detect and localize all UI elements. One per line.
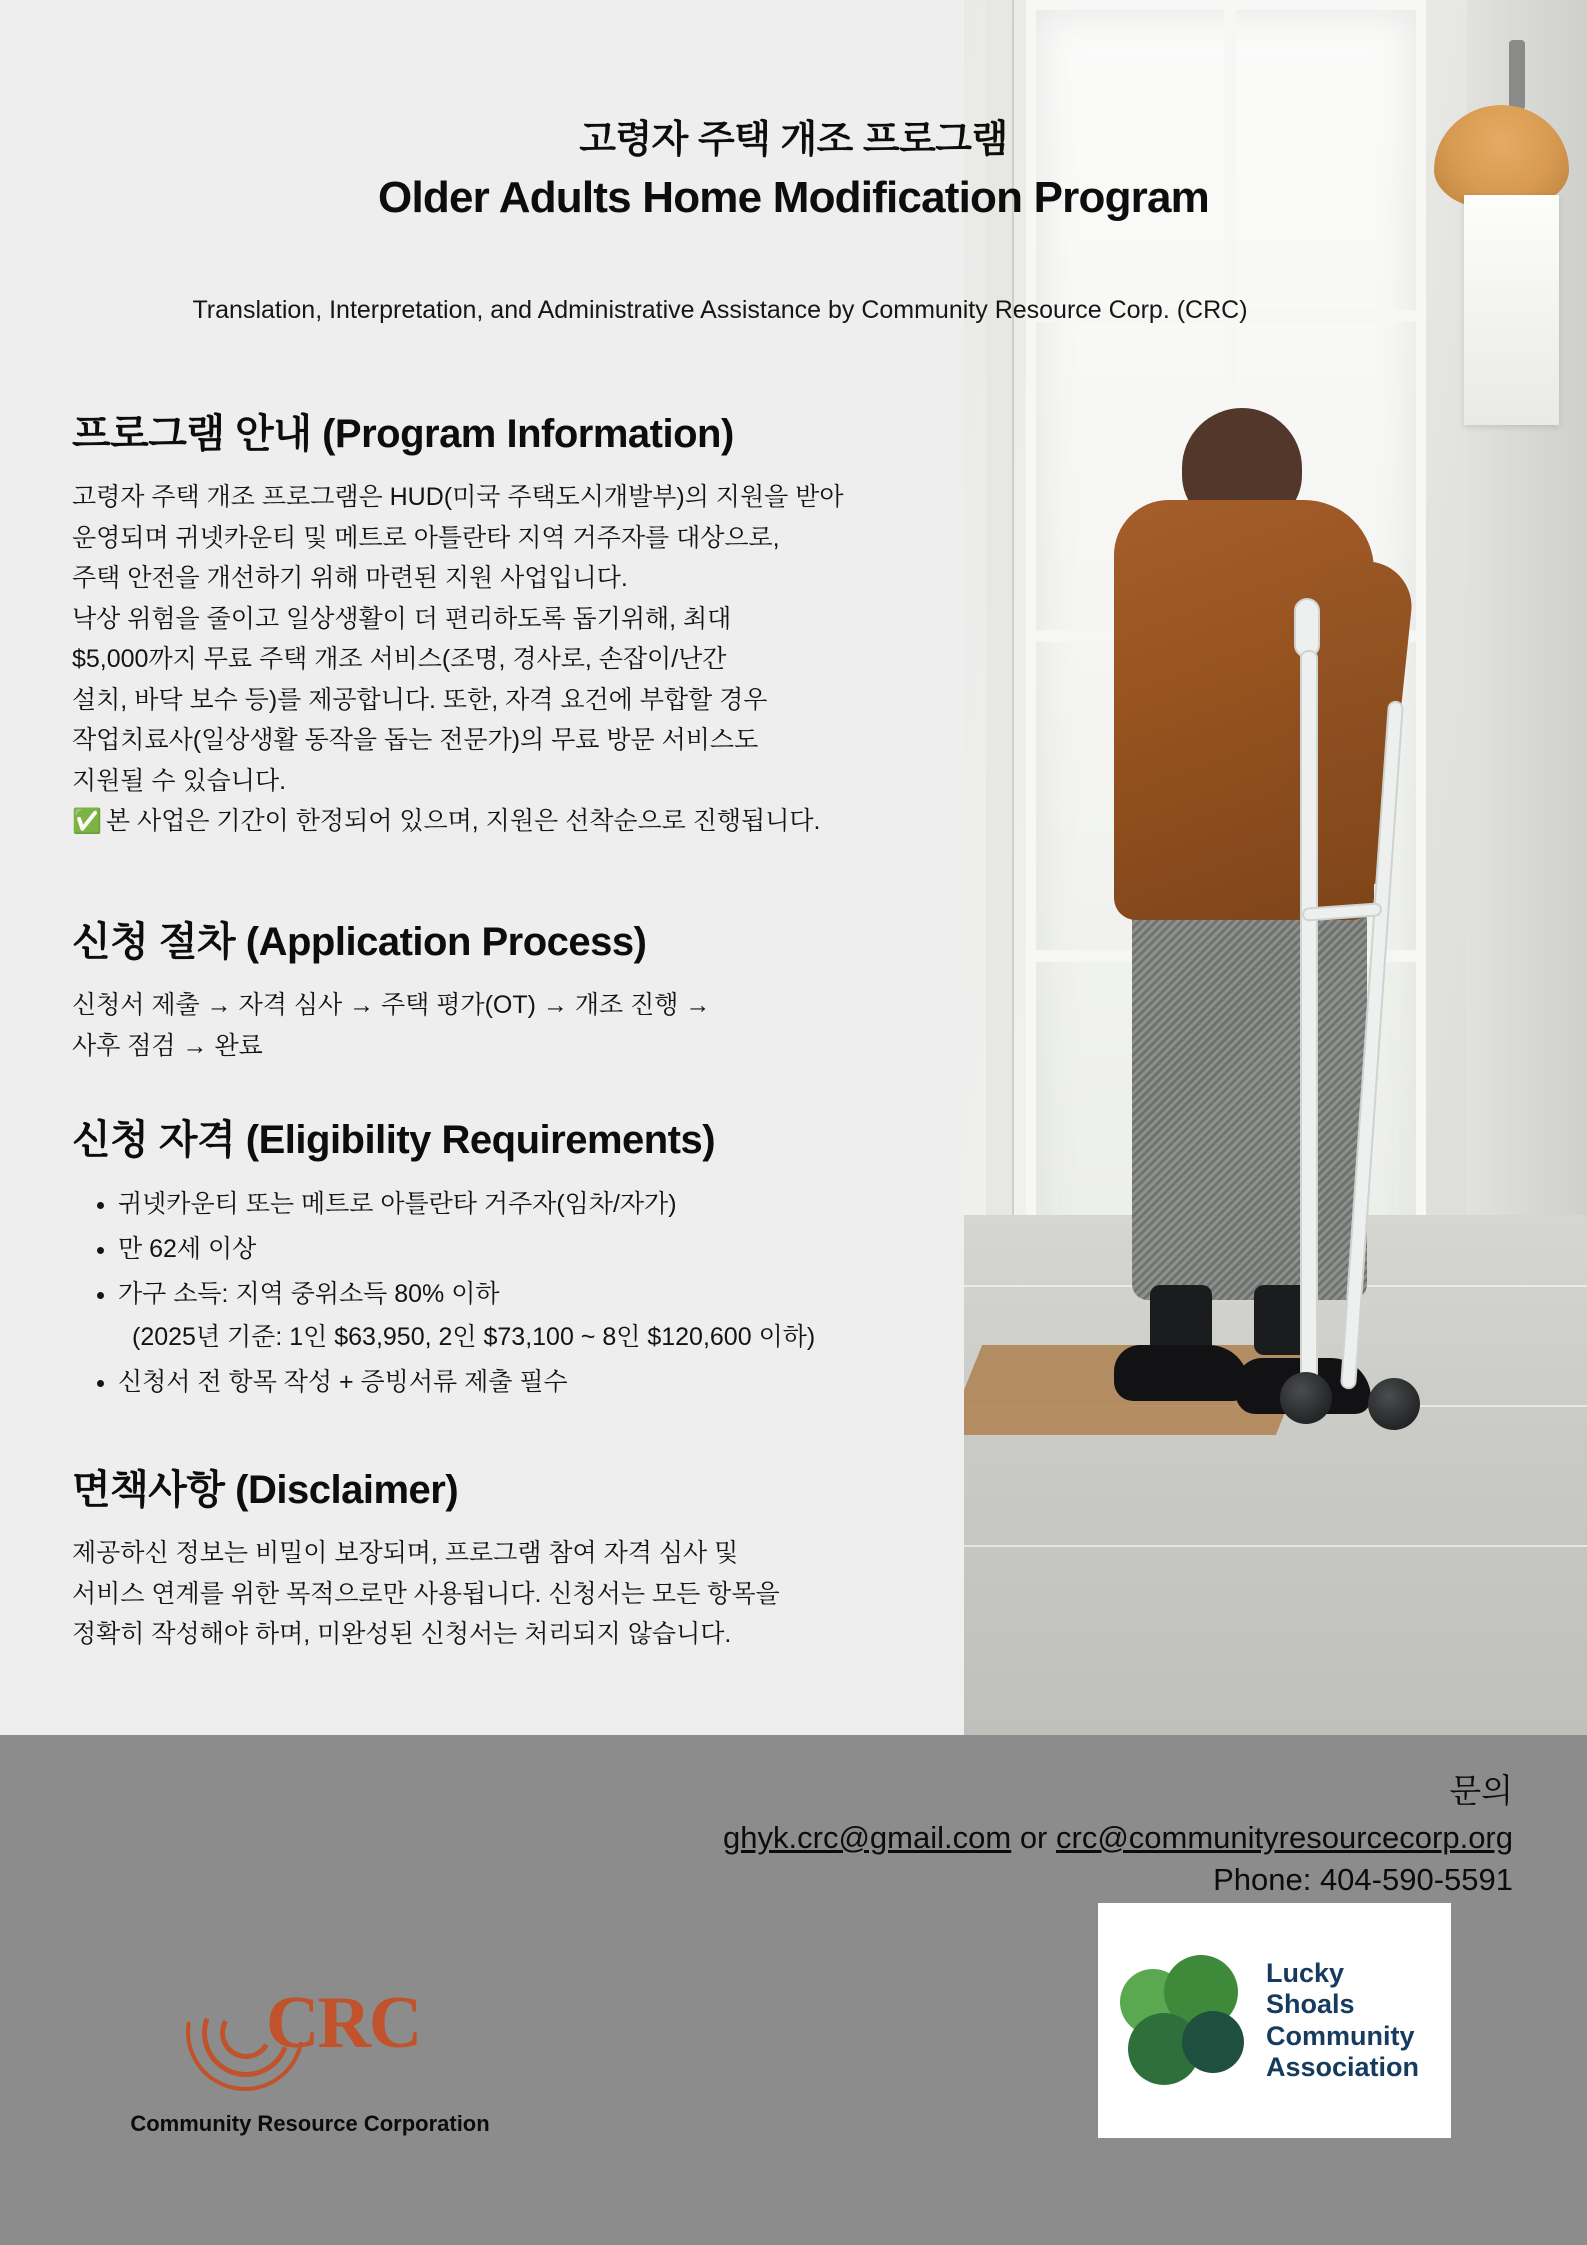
list-item-label: 가구 소득: 지역 중위소득 80% 이하 bbox=[118, 1280, 500, 1308]
partner-logo-line3: Community bbox=[1266, 2020, 1415, 2051]
section-body-application-process bbox=[72, 985, 952, 1066]
contact-phone: Phone: 404-590-5591 bbox=[1213, 1862, 1513, 1897]
eligibility-list bbox=[72, 1183, 952, 1404]
paragraph-line: 설치, 바닥 보수 등)를 제공합니다. 또한, 자격 요건에 부합할 경우 bbox=[72, 685, 768, 714]
contact-emails bbox=[723, 1820, 1513, 1856]
hero-photo bbox=[964, 0, 1587, 1735]
paragraph-line: 고령자 주택 개조 프로그램은 HUD(미국 주택도시개발부)의 지원을 받아 bbox=[72, 483, 844, 511]
paragraph-line: 작업치료사(일상생활 동작을 돕는 전문가)의 무료 방문 서비스도 bbox=[72, 726, 759, 754]
photo-person-pants bbox=[1132, 880, 1367, 1300]
page-title-korean: 고령자 주택 개조 프로그램 bbox=[579, 119, 1008, 161]
email-separator: or bbox=[1011, 1820, 1056, 1855]
crc-logo-text: CRC bbox=[266, 1982, 421, 2064]
section-program-information bbox=[72, 402, 952, 842]
photo-hanging-paper bbox=[1464, 195, 1559, 425]
contact-label: 문의 bbox=[1449, 1772, 1513, 1809]
circle-icon bbox=[1182, 2011, 1244, 2073]
section-heading-eligibility: 신청 자격 (Eligibility Requirements) bbox=[72, 1118, 716, 1162]
eligibility-income-note: (2025년 기준: 1인 $63,950, 2인 $73,100 ~ 8인 $120,600 이하) bbox=[132, 1323, 816, 1351]
partner-logo-line1: Lucky bbox=[1266, 1957, 1345, 1988]
crc-logo bbox=[95, 1965, 525, 2137]
photo-walker-frame bbox=[1300, 650, 1318, 1390]
photo-person-shoe bbox=[1114, 1345, 1249, 1401]
paragraph-line: $5,000까지 무료 주택 개조 서비스(조명, 경사로, 손잡이/난간 bbox=[72, 645, 727, 673]
partner-logo-text bbox=[1266, 1958, 1419, 2083]
disclaimer-line: 서비스 연계를 위한 목적으로만 사용됩니다. 신청서는 모든 항목을 bbox=[72, 1579, 780, 1608]
photo-walker-handle bbox=[1294, 598, 1320, 658]
photo-walker-wheel bbox=[1280, 1372, 1332, 1424]
section-heading-application-process: 신청 절차 (Application Process) bbox=[72, 920, 647, 964]
check-icon: ✅ bbox=[72, 808, 102, 835]
page-subtitle: Translation, Interpretation, and Administrative Assistance by Community Resource Corp. (CRC) bbox=[192, 296, 1248, 324]
photo-walker-wheel bbox=[1368, 1378, 1420, 1430]
program-note-line bbox=[72, 801, 952, 842]
crc-logo-caption: Community Resource Corporation bbox=[130, 2111, 490, 2136]
section-body-disclaimer bbox=[72, 1533, 952, 1655]
section-body-program-information bbox=[72, 477, 952, 842]
disclaimer-line: 제공하신 정보는 비밀이 보장되며, 프로그램 참여 자격 심사 및 bbox=[72, 1539, 739, 1567]
disclaimer-line: 정확히 작성해야 하며, 미완성된 신청서는 처리되지 않습니다. bbox=[72, 1620, 732, 1648]
partner-logo-line2: Shoals bbox=[1266, 1989, 1355, 2020]
list-item: • 신청서 전 항목 작성 + 증빙서류 제출 필수 bbox=[118, 1361, 952, 1404]
photo-floor-line bbox=[964, 1545, 1587, 1547]
section-disclaimer bbox=[72, 1458, 952, 1655]
paragraph-line: 주택 안전을 개선하기 위해 마련된 지원 사업입니다. bbox=[72, 564, 628, 592]
partner-logo-lucky-shoals bbox=[1098, 1903, 1451, 2138]
partner-logo-icon bbox=[1120, 1955, 1252, 2087]
section-application-process bbox=[72, 910, 952, 1066]
section-heading-program-information: 프로그램 안내 (Program Information) bbox=[72, 412, 734, 456]
paragraph-line: 지원될 수 있습니다. bbox=[72, 766, 287, 795]
section-heading-disclaimer: 면책사항 (Disclaimer) bbox=[72, 1468, 459, 1512]
paragraph-line: 낙상 위험을 줄이고 일상생활이 더 편리하도록 돕기위해, 최대 bbox=[72, 604, 732, 633]
process-line: 신청서 제출 → 자격 심사 → 주택 평가(OT) → 개조 진행 → bbox=[72, 991, 711, 1019]
list-item bbox=[118, 1273, 952, 1359]
email-link-secondary[interactable]: crc@communityresourcecorp.org bbox=[1056, 1820, 1513, 1855]
contact-block bbox=[723, 1765, 1513, 1898]
paragraph-line: 운영되며 귀넷카운티 및 메트로 아틀란타 지역 거주자를 대상으로, bbox=[72, 523, 780, 552]
email-link-primary[interactable]: ghyk.crc@gmail.com bbox=[723, 1820, 1012, 1855]
section-eligibility-requirements bbox=[72, 1108, 952, 1406]
crc-logo-mark bbox=[180, 1965, 440, 2095]
list-item: • 귀넷카운티 또는 메트로 아틀란타 거주자(임차/자가) bbox=[118, 1183, 952, 1226]
page-title-english: Older Adults Home Modification Program bbox=[378, 172, 1209, 222]
program-note-text: 본 사업은 기간이 한정되어 있으며, 지원은 선착순으로 진행됩니다. bbox=[105, 807, 821, 835]
process-line: 사후 점검 → 완료 bbox=[72, 1031, 263, 1060]
list-item: • 만 62세 이상 bbox=[118, 1228, 952, 1271]
partner-logo-line4: Association bbox=[1266, 2051, 1420, 2082]
poster-title-block bbox=[0, 0, 1587, 225]
